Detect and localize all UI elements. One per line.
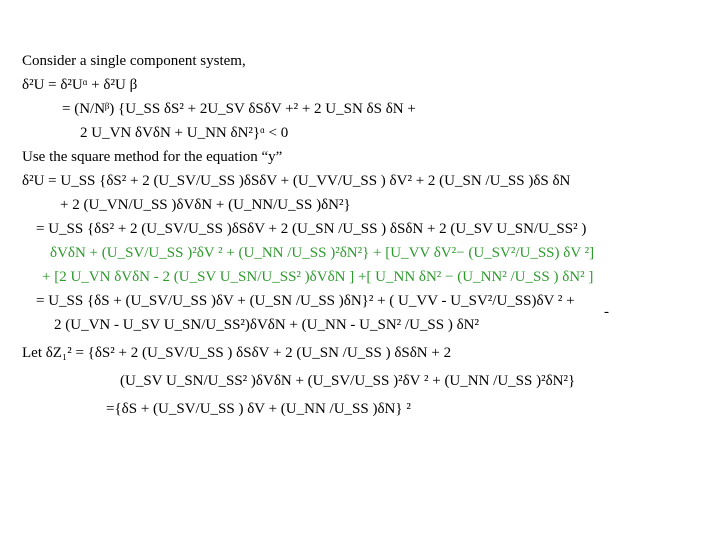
text-line-6: δ²U = U_SS {δS² + 2 (U_SV/U_SS )δSδV + (U_VV/U_SS ) δV² + 2 (U_SN /U_SS )δS δN xyxy=(22,173,571,189)
text-line-5: Use the square method for the equation “y” xyxy=(22,149,283,165)
text-line-9: δVδN + (U_SV/U_SS )²δV ² + (U_NN /U_SS )²δN²} + [U_VV δV²− (U_SV²/U_SS) δV ²] xyxy=(50,245,595,261)
text-line-2: δ²U = δ²Uᵅ + δ²U β xyxy=(22,77,138,93)
text-line-12: 2 (U_VN - U_SV U_SN/U_SS²)δVδN + (U_NN - U_SN² /U_SS ) δN² xyxy=(54,317,479,333)
text-line-3: = (N/Nᵝ) {U_SS δS² + 2U_SV δSδV +² + 2 U_SN δS δN + xyxy=(62,101,416,117)
text-line-4: 2 U_VN δVδN + U_NN δN²}ᵅ < 0 xyxy=(80,125,289,141)
text-line-15: ={δS + (U_SV/U_SS ) δV + (U_NN /U_SS )δN} ² xyxy=(106,401,411,417)
text-line-7: + 2 (U_VN/U_SS )δVδN + (U_NN/U_SS )δN²} xyxy=(60,197,351,213)
margin-mark: - xyxy=(604,304,609,320)
text-line-14: (U_SV U_SN/U_SS² )δVδN + (U_SV/U_SS )²δV ² + (U_NN /U_SS )²δN²} xyxy=(120,373,576,389)
text-line-13: Let δZ₁² = {δS² + 2 (U_SV/U_SS ) δSδV + 2 (U_SN /U_SS ) δSδN + 2 xyxy=(22,345,452,361)
text-line-11: = U_SS {δS + (U_SV/U_SS )δV + (U_SN /U_SS )δN}² + ( U_VV - U_SV²/U_SS)δV ² + xyxy=(36,293,575,309)
text-line-8: = U_SS {δS² + 2 (U_SV/U_SS )δSδV + 2 (U_SN /U_SS ) δSδN + 2 (U_SV U_SN/U_SS² ) xyxy=(36,221,587,237)
text-line-10: + [2 U_VN δVδN - 2 (U_SV U_SN/U_SS² )δVδN ] +[ U_NN δN² − (U_NN² /U_SS ) δN² ] xyxy=(42,269,594,285)
text-line-1: Consider a single component system, xyxy=(22,53,246,69)
